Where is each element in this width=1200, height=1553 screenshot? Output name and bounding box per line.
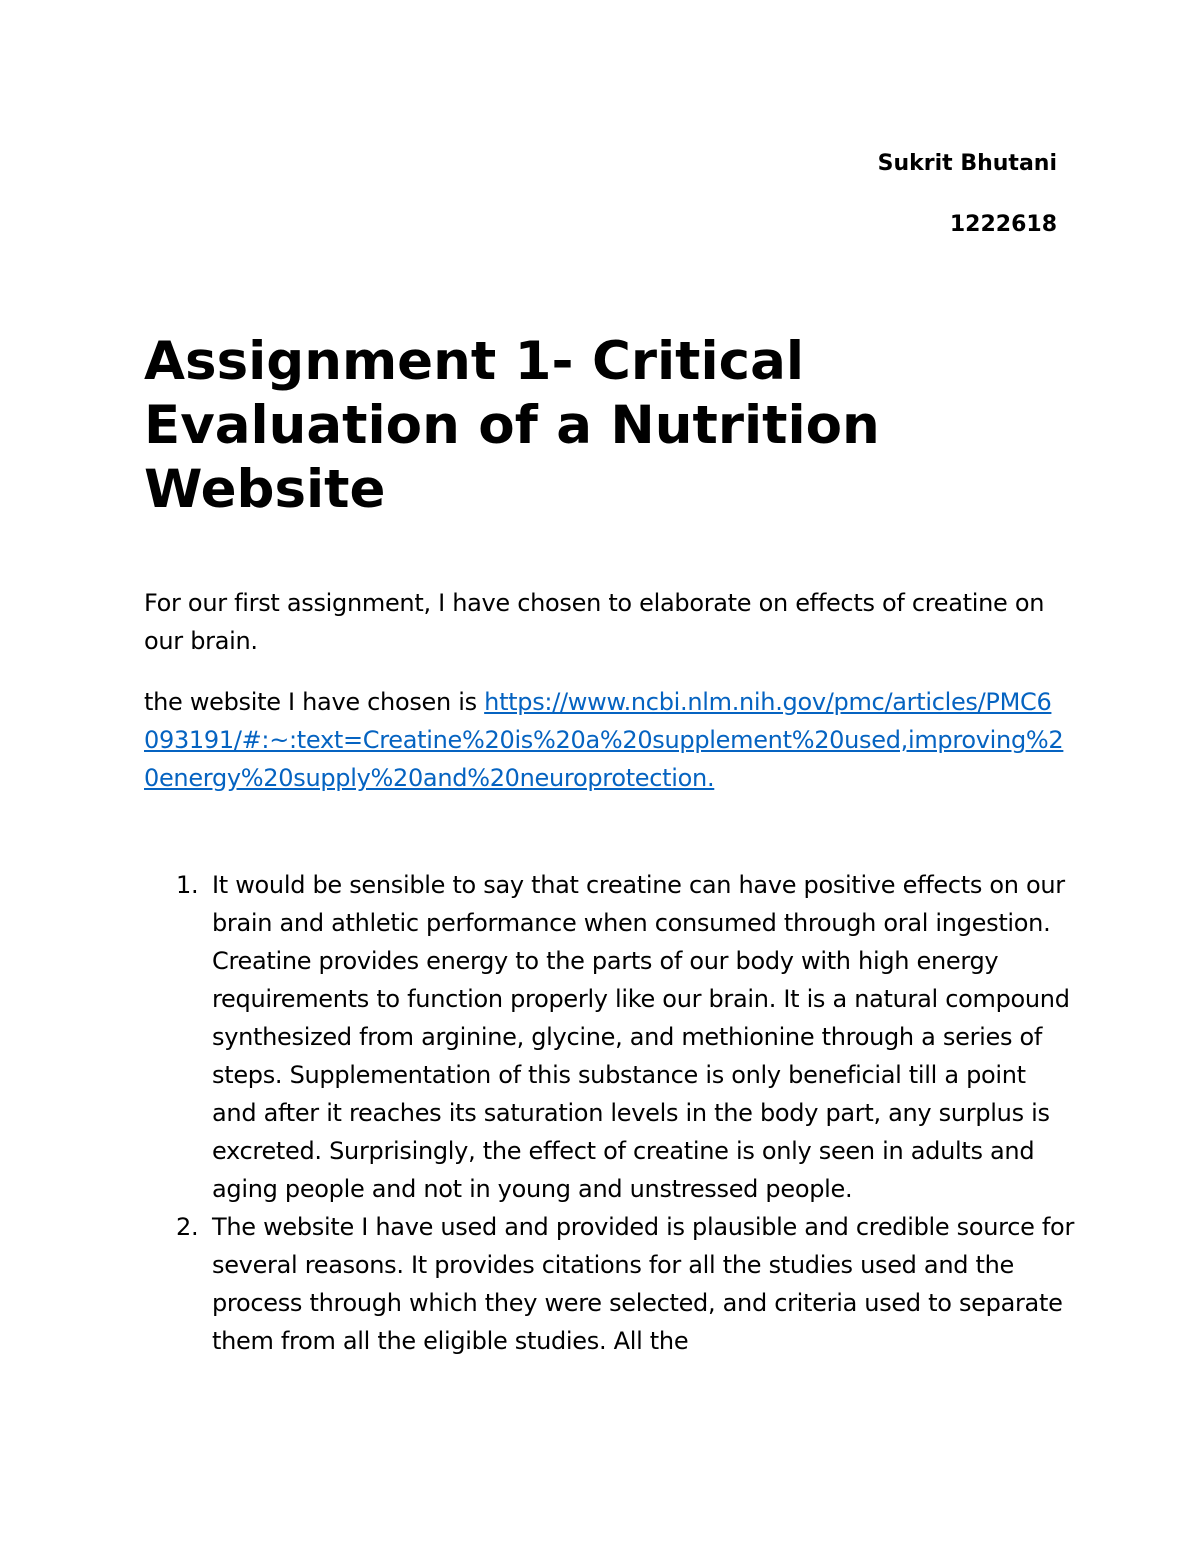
list-item	[144, 866, 1074, 1208]
list-item	[144, 1208, 1074, 1360]
intro-paragraph: For our first assignment, I have chosen to elaborate on effects of creatine on our brain.	[144, 589, 1045, 655]
website-prefix: the website I have chosen is	[144, 688, 485, 716]
list-item-text: It would be sensible to say that creatine can have positive effects on our brain and athletic performance when consumed through oral ingestion. Creatine provides energy to the parts of our body with high energy requirements to function properly like our brain. It is a natural compound synthesized from arginine, glycine, and methionine through a series of steps. Supplementation of this substance is only beneficial till a point and after it reaches its saturation levels in the body part, any surplus is excreted. Surprisingly, the effect of creatine is only seen in adults and aging people and not in young and unstressed people.	[212, 871, 1070, 1203]
list-item-number: 2.	[176, 1213, 199, 1241]
list-item-number: 1.	[176, 871, 199, 899]
document-title: Assignment 1- Critical Evaluation of a Nutrition Website	[144, 331, 880, 520]
list-item-text: The website I have used and provided is plausible and credible source for several reasons. It provides citations for all the studies used and the process through which they were selected, and criteria used to separate them from all the eligible studies. All the	[212, 1213, 1075, 1355]
author-name: Sukrit Bhutani	[877, 151, 1057, 176]
website-paragraph	[144, 683, 1064, 797]
evaluation-list	[144, 866, 1074, 1360]
student-id: 1222618	[949, 212, 1057, 237]
website-link[interactable]: https://www.ncbi.nlm.nih.gov/pmc/articles/PMC6093191/#:~:text=Creatine%20is%20a%20supplement%20used,improving%20energy%20supply%20and%20neuroprotection.	[144, 688, 1064, 792]
